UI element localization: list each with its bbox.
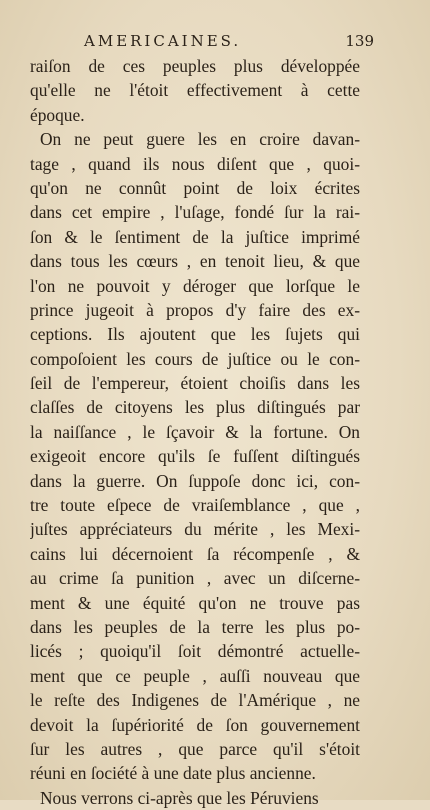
text-line: dans cet empire , l'uſage, fondé ſur la rai- <box>30 202 360 223</box>
text-line: ceptions. Ils ajoutent que les ſujets qui <box>30 324 360 345</box>
text-line: On ne peut guere les en croire davan- <box>40 129 360 150</box>
text-line: Nous verrons ci-après que les Péruviens <box>40 787 319 808</box>
text-line: le reſte des Indigenes de l'Amérique , ne <box>30 690 360 711</box>
text-line: au crime ſa punition , avec un diſcerne- <box>30 568 360 589</box>
text-line: tre toute eſpece de vraiſemblance , que , <box>30 495 360 516</box>
text-line: claſſes de citoyens les plus diſtingués par <box>30 397 360 418</box>
text-line: ſur les autres , que parce qu'il s'étoit <box>30 738 360 759</box>
running-head: AMERICAINES. <box>84 32 242 50</box>
text-line: prince jugeoit à propos d'y faire des ex- <box>30 299 360 320</box>
text-line: ment que ce peuple , auſſi nouveau que <box>30 665 360 686</box>
text-line: exigeoit encore qu'ils ſe fuſſent diſtingués <box>30 446 360 467</box>
text-line: juſtes appréciateurs du mérite , les Mexi- <box>30 519 360 540</box>
text-line: ſeil de l'empereur, étoient choiſis dans les <box>30 373 360 394</box>
page-number: 139 <box>345 32 374 50</box>
text-line: cains lui décernoient ſa récompenſe , & <box>30 543 360 564</box>
text-line: réuni en ſociété à une date plus ancienne. <box>30 763 316 784</box>
text-line: dans les peuples de la terre les plus po- <box>30 616 360 637</box>
text-line: ſon & le ſentiment de la juſtice imprimé <box>30 226 360 247</box>
text-line: compoſoient les cours de juſtice ou le con- <box>30 348 360 369</box>
page-body-text <box>30 54 360 810</box>
text-line: ment & une équité qu'on ne trouve pas <box>30 592 360 613</box>
page-header <box>84 32 374 56</box>
text-line: dans la guerre. On ſuppoſe donc ici, con- <box>30 470 360 491</box>
text-line: qu'on ne connût point de loix écrites <box>30 177 360 198</box>
text-line: devoit la ſupériorité de ſon gouvernement <box>30 714 360 735</box>
text-line: licés ; quoiqu'il ſoit démontré actuelle- <box>30 641 360 662</box>
text-line: époque. <box>30 104 85 125</box>
text-line: tage , quand ils nous diſent que , quoi- <box>30 153 360 174</box>
text-line: raiſon de ces peuples plus développée <box>30 56 360 76</box>
text-line: l'on ne pouvoit y déroger que lorſque le <box>30 275 360 296</box>
text-line: la naiſſance , le ſçavoir & la fortune. On <box>30 421 360 442</box>
text-line: dans tous les cœurs , en tenoit lieu, & que <box>30 251 360 272</box>
text-line: qu'elle ne l'étoit effectivement à cette <box>30 80 360 101</box>
